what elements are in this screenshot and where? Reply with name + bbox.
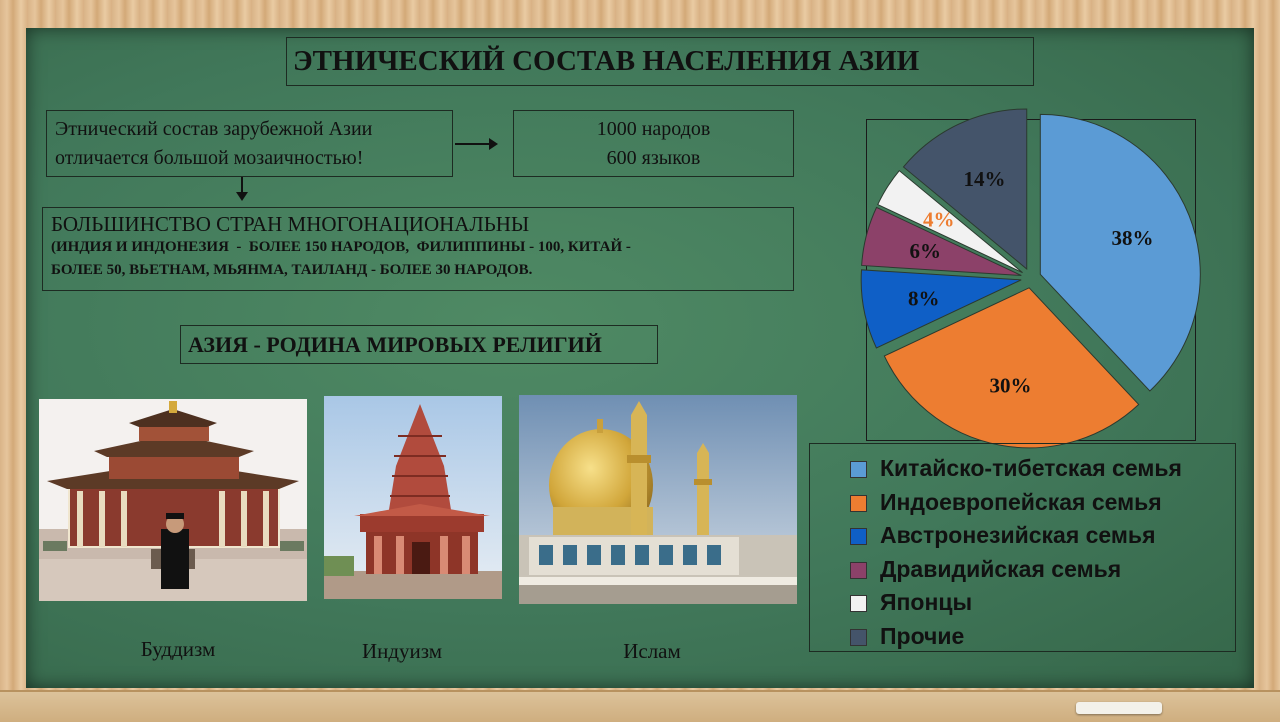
multinational-detail-1: (ИНДИЯ И ИНДОНЕЗИЯ - БОЛЕЕ 150 НАРОДОВ, ФИЛИППИНЫ - 100, КИТАЙ - <box>51 239 631 255</box>
legend-label-0: Китайско-тибетская семья <box>880 455 1182 481</box>
pie-data-label-5: 14% <box>963 167 1006 192</box>
description-line-1: Этнический состав зарубежной Азии <box>55 118 373 140</box>
legend-label-2: Австронезийская семья <box>880 522 1156 548</box>
legend-swatch-2 <box>850 528 867 545</box>
legend-item-3 <box>850 553 1235 587</box>
legend-item-4 <box>850 586 1235 620</box>
legend-item-1 <box>850 486 1235 520</box>
pie-data-label-0: 38% <box>1111 225 1154 250</box>
caption-islam: Ислам <box>623 639 681 663</box>
chart-legend <box>809 443 1236 652</box>
slide-title: ЭТНИЧЕСКИЙ СОСТАВ НАСЕЛЕНИЯ АЗИИ <box>286 37 1034 86</box>
legend-label-1: Индоевропейская семья <box>880 488 1162 515</box>
caption-hinduism: Индуизм <box>361 639 443 663</box>
caption-buddhism: Буддизм <box>140 637 216 661</box>
legend-swatch-0 <box>850 461 867 478</box>
legend-label-5: Прочие <box>880 622 965 649</box>
legend-item-2 <box>850 519 1235 553</box>
multinational-heading: БОЛЬШИНСТВО СТРАН МНОГОНАЦИОНАЛЬНЫ <box>51 212 530 236</box>
legend-swatch-5 <box>850 629 867 646</box>
description-line-2: отличается большой мозаичностью! <box>55 147 364 169</box>
pie-data-label-1: 30% <box>989 373 1032 398</box>
facts-line-1: 1000 народов <box>596 118 711 140</box>
legend-item-5 <box>850 620 1235 654</box>
legend-swatch-3 <box>850 562 867 579</box>
multinational-detail-2: БОЛЕЕ 50, ВЬЕТНАМ, МЬЯНМА, ТАИЛАНД - БОЛЕЕ 30 НАРОДОВ. <box>51 262 533 278</box>
legend-label-3: Дравидийская семья <box>880 555 1122 582</box>
pie-data-label-3: 6% <box>909 238 941 263</box>
religions-heading: АЗИЯ - РОДИНА МИРОВЫХ РЕЛИГИЙ <box>180 325 658 364</box>
pie-data-label-2: 8% <box>907 286 940 311</box>
legend-item-0 <box>850 452 1235 486</box>
facts-line-2: 600 языков <box>606 147 701 169</box>
legend-swatch-1 <box>850 495 867 512</box>
legend-swatch-4 <box>850 595 867 612</box>
legend-label-4: Японцы <box>880 589 973 615</box>
pie-data-label-4: 4% <box>923 207 955 232</box>
